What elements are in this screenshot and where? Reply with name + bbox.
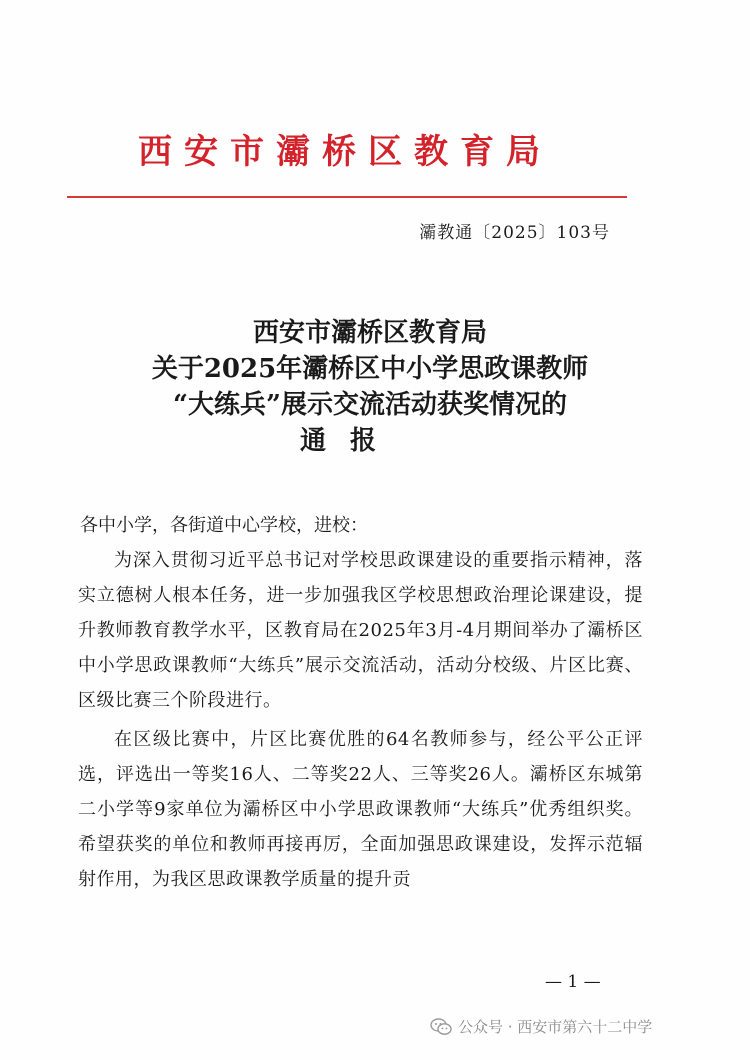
wechat-icon	[430, 1018, 452, 1036]
watermark-text: 公众号 · 西安市第六十二中学	[458, 1018, 653, 1036]
letterhead-title: 西安市灞桥区教育局	[138, 132, 552, 172]
title-line-3: “大练兵”展示交流活动获奖情况的	[173, 390, 567, 420]
body-paragraph-1: 为深入贯彻习近平总书记对学校思政课建设的重要指示精神，落实立德树人根本任务，进一步加强我区学校思想政治理论课建设，提升教师教育教学水平，区教育局在2025年3月-4月期间举办了灞桥区中小学思政课教师“大练兵”展示交流活动，活动分校级、片区比赛、区级比赛三个阶段进行。	[78, 550, 643, 711]
title-line-2: 关于2025年灞桥区中小学思政课教师	[151, 354, 589, 384]
source-watermark	[430, 1016, 652, 1037]
document-title	[80, 315, 660, 459]
page-number: — 1 —	[545, 972, 601, 992]
document-number: 灞教通〔2025〕103号	[419, 223, 610, 243]
letterhead-divider	[67, 196, 627, 198]
body-paragraph-2: 在区级比赛中，片区比赛优胜的64名教师参与，经公平公正评选，评选出一等奖16人、二等奖22人、三等奖26人。灞桥区东城第二小学等9家单位为灞桥区中小学思政课教师“大练兵”优秀组织奖。希望获奖的单位和教师再接再厉，全面加强思政课建设，发挥示范辐射作用，为我区思政课教学质量的提升贡	[78, 729, 643, 890]
document-body	[78, 508, 643, 897]
salutation: 各中小学，各街道中心学校，进校：	[80, 515, 368, 536]
title-line-4: 通报	[299, 426, 400, 456]
title-line-1: 西安市灞桥区教育局	[252, 318, 487, 348]
